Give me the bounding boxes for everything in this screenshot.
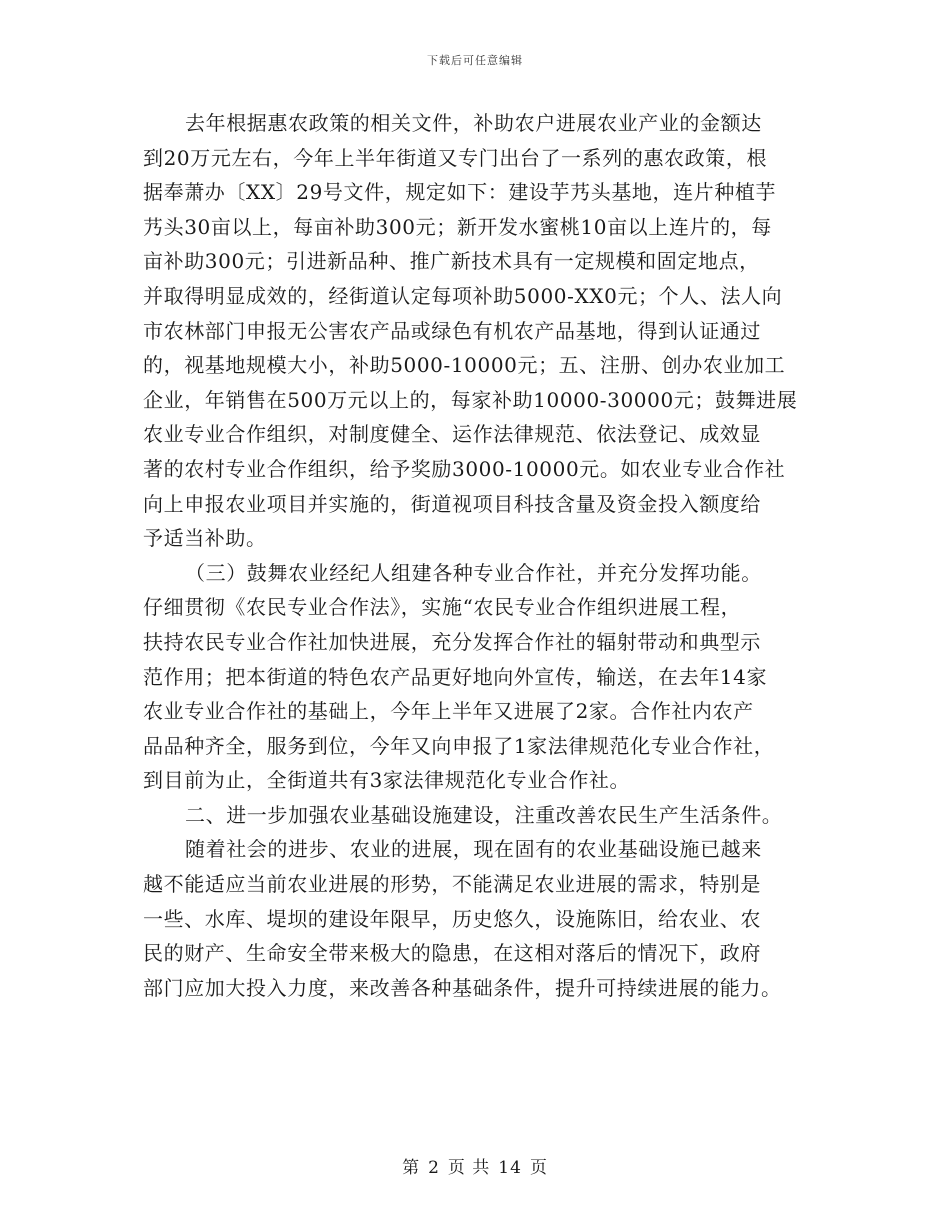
footer-prefix: 第 (402, 1158, 421, 1178)
page-footer (0, 1153, 950, 1178)
text-line: 去年根据惠农政策的相关文件，补助农户进展农业产业的金额达 (185, 111, 762, 135)
text-line: 亩补助300元；引进新品种、推广新技术具有一定规模和固定地点， (143, 249, 760, 274)
text-line: 到目前为止，全街道共有3家法律规范化专业合作社。 (143, 768, 631, 793)
footer-suffix: 页 (529, 1158, 548, 1178)
text-line: 二、进一步加强农业基础设施建设，注重改善农民生产生活条件。 (185, 802, 783, 827)
text-line: 企业，年销售在500万元以上的，每家补助10000-30000元；鼓舞进展 (143, 387, 798, 412)
text-line: 的，视基地规模大小，补助5000-10000元；五、注册、创办农业加工 (143, 353, 786, 378)
text-line: 据奉萧办〔XX〕29号文件，规定如下：建设芋艿头基地，连片种植芋 (143, 180, 777, 205)
text-line: 农业专业合作组织，对制度健全、运作法律规范、依法登记、成效显 (143, 422, 761, 447)
text-line: 仔细贯彻《农民专业合作法》，实施“农民专业合作组织进展工程， (143, 595, 742, 620)
text-line: 向上申报农业项目并实施的，街道视项目科技含量及资金投入额度给 (143, 491, 761, 516)
text-line: 一些、水库、堤坝的建设年限早，历史悠久，设施陈旧，给农业、农 (143, 906, 761, 931)
text-line: 品品种齐全，服务到位，今年又向申报了1家法律规范化专业合作社， (143, 733, 775, 758)
text-line: （三）鼓舞农业经纪人组建各种专业合作社，并充分发挥功能。 (185, 560, 762, 585)
text-line: 扶持农民专业合作社加快进展，充分发挥合作社的辐射带动和典型示 (143, 629, 761, 654)
text-line: 著的农村专业合作组织，给予奖励3000-10000元。如农业专业合作社 (143, 456, 786, 481)
footer-total-pages: 14 (498, 1158, 522, 1178)
text-line: 范作用；把本街道的特色农产品更好地向外宣传，输送，在去年14家 (143, 664, 768, 689)
footer-current-page: 2 (428, 1158, 440, 1178)
text-line: 市农林部门申报无公害农产品或绿色有机农产品基地，得到认证通过 (143, 318, 761, 343)
text-line: 农业专业合作社的基础上，今年上半年又进展了2家。合作社内农产 (143, 699, 754, 724)
document-body (143, 106, 811, 1005)
footer-middle: 页 共 (447, 1158, 491, 1178)
text-line: 并取得明显成效的，经街道认定每项补助5000-XX0元；个人、法人向 (143, 283, 783, 308)
text-line: 部门应加大投入力度，来改善各种基础条件，提升可持续进展的能力。 (143, 975, 782, 1000)
text-line: 到20万元左右，今年上半年街道又专门出台了一系列的惠农政策，根 (143, 145, 768, 170)
text-line: 随着社会的进步、农业的进展，现在固有的农业基础设施已越来 (185, 837, 762, 862)
header-note: 下载后可任意编辑 (427, 54, 523, 67)
text-line: 越不能适应当前农业进展的形势，不能满足农业进展的需求，特别是 (143, 872, 761, 897)
text-line: 民的财产、生命安全带来极大的隐患，在这相对落后的情况下，政府 (143, 941, 761, 966)
text-line: 艿头30亩以上，每亩补助300元；新开发水蜜桃10亩以上连片的，每 (143, 214, 772, 239)
text-line: 予适当补助。 (143, 526, 267, 551)
